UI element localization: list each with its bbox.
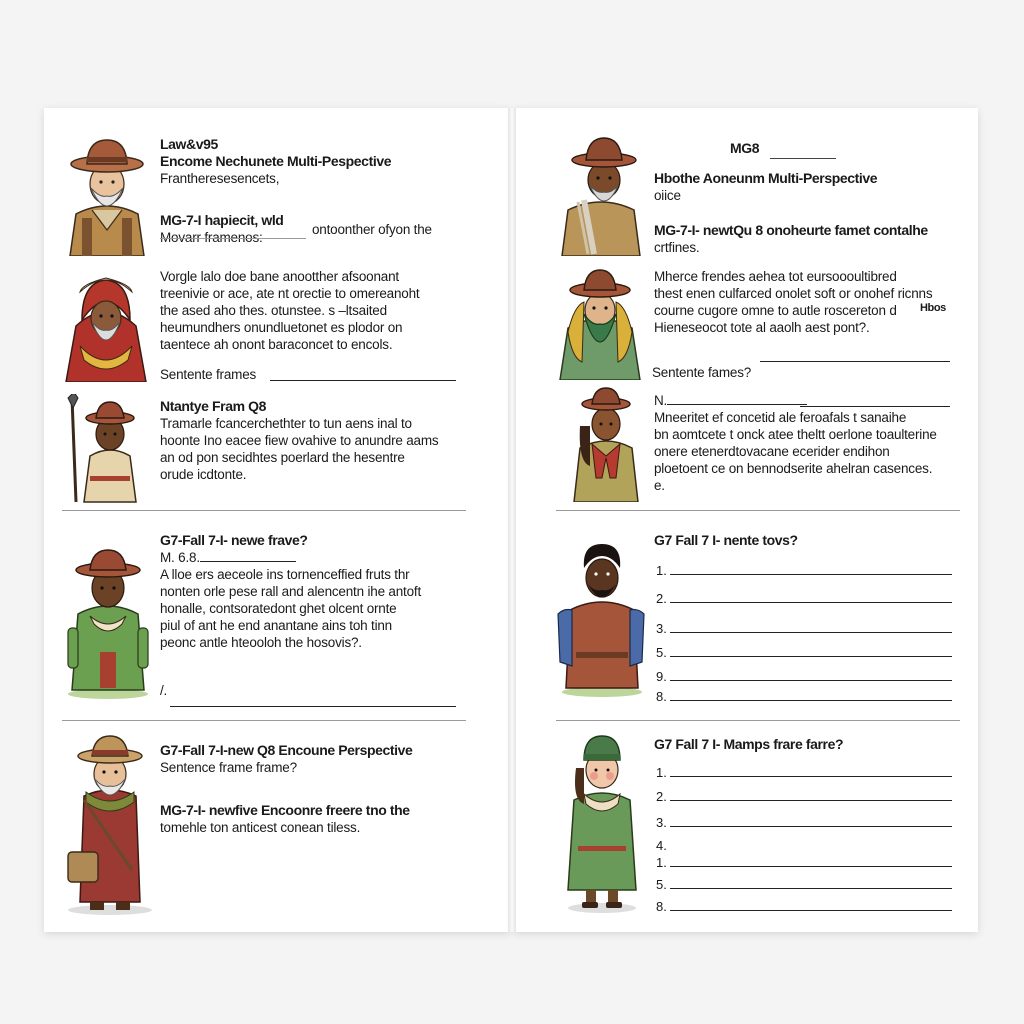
left-section3-line-4: orude icdtonte. (160, 467, 247, 482)
answer-row-line[interactable] (670, 854, 952, 867)
left-section5-text (160, 742, 460, 776)
right-section2-line-1: Mherce frendes aehea tot eursoooultibred (654, 269, 897, 284)
answer-row-line[interactable] (670, 620, 952, 633)
left-section3-line-3: an od pon secidhtes poerlard the hesentre (160, 450, 405, 465)
right-section1-title: Hbothe Aoneunm Multi-Perspective (654, 170, 878, 186)
left-section4-title: G7-Fall 7-I- newe frave? (160, 532, 308, 548)
answer-row-line[interactable] (670, 590, 952, 603)
answer-row-5[interactable] (656, 854, 952, 870)
answer-row-line[interactable] (670, 876, 952, 889)
character-illustration-green-bearded-man (554, 266, 646, 380)
left-section5-line-1: MG-7-I- newfive Encoonre freere tno the (160, 802, 410, 818)
left-section2-frame-label: Sentente frames (160, 367, 257, 382)
character-illustration-girl-green-cap (560, 730, 644, 914)
answer-row-line[interactable] (670, 788, 952, 801)
character-illustration-hooded-elder (60, 262, 152, 382)
right-section5-title (654, 736, 843, 753)
right-section3-code: N. (654, 393, 668, 408)
answer-row-number: 3. (656, 621, 667, 636)
right-section3-top-line[interactable] (800, 406, 950, 407)
answer-row-6[interactable] (656, 876, 952, 892)
left-divider-1 (62, 510, 466, 511)
left-section4-line-2: nonten orle pese rall and alencentn ihe antoft (160, 584, 421, 599)
left-section2-line-5: taentece ah onont baraconcet to encols. (160, 337, 393, 352)
answer-row-1[interactable] (656, 764, 952, 780)
left-section5-title: G7-Fall 7-I-new Q8 Encoune Perspective (160, 742, 413, 758)
left-section1-text (160, 136, 460, 187)
right-section3-code-underline (667, 404, 807, 405)
right-section5-answer-list (656, 764, 956, 914)
right-section3-text (654, 392, 954, 494)
left-section2-line-4: heumundhers onundluetonet es plodor on (160, 320, 403, 335)
left-section2-answer-line[interactable] (270, 380, 456, 381)
right-section2-side-tag: Hbos (920, 302, 946, 314)
right-section2-frame-label: Sentente fames? (652, 365, 752, 380)
right-section5-title-text: G7 Fall 7 I- Mamps frare farre? (654, 736, 844, 752)
left-section5-body (160, 802, 460, 836)
answer-row-line[interactable] (670, 644, 952, 657)
character-illustration-old-man-satchel (62, 730, 156, 916)
answer-row-number: 4. (656, 838, 667, 853)
right-section3-line-5: e. (654, 478, 665, 493)
answer-row-3[interactable] (656, 814, 952, 830)
character-illustration-curly-haired-man (554, 538, 648, 698)
right-section2-line-2: thest enen culfarced onolet soft or onohef ricnns (654, 286, 933, 301)
left-section1-title: Encome Nechunete Multi-Pespective (160, 153, 392, 169)
left-section4-code-number: 6.8. (178, 550, 200, 565)
left-section1-side-text: ontoonther ofyon the (312, 222, 432, 237)
right-divider-1 (556, 510, 960, 511)
answer-row-7[interactable] (656, 898, 952, 914)
right-divider-2 (556, 720, 960, 721)
answer-row-line[interactable] (670, 898, 952, 911)
answer-row-5[interactable] (656, 668, 952, 684)
left-section2-line-3: the ased aho thes. otunstee. s –ltsaited (160, 303, 387, 318)
right-section2-line-3: courne cugore omne to autle roscereton d (654, 303, 897, 318)
answer-row-number: 1. (656, 765, 667, 780)
character-illustration-woman-green-dress (62, 540, 154, 700)
answer-row-6[interactable] (656, 688, 952, 704)
right-section2-paragraph (654, 268, 954, 336)
answer-row-line[interactable] (670, 814, 952, 827)
answer-row-number: 1. (656, 563, 667, 578)
answer-row-line[interactable] (670, 764, 952, 777)
left-section4-line-5: peonc antle hteooloh the hosovis?. (160, 635, 362, 650)
book-spine (508, 108, 516, 932)
answer-row-number: 5. (656, 877, 667, 892)
character-illustration-traveler (554, 130, 648, 256)
left-section5-subtitle: Sentence frame frame? (160, 760, 297, 775)
right-section1-tag (730, 140, 759, 157)
left-section1-underline (160, 238, 306, 239)
right-section4-title-text: G7 Fall 7 I- nente tovs? (654, 532, 798, 548)
answer-row-4 (656, 838, 670, 853)
left-section4-line-1: A lloe ers aeceole ins tornenceffied fruts thr (160, 567, 410, 582)
left-section3-text (160, 398, 460, 483)
right-section1-tag-underline (770, 158, 836, 159)
right-section1-code-line-b: crtfines. (654, 240, 700, 255)
answer-row-2[interactable] (656, 590, 952, 606)
left-section4-line-3: honalle, contsoratedont ghet olcent ornte (160, 601, 397, 616)
left-section4-text (160, 532, 460, 651)
right-section1-code (654, 222, 960, 256)
answer-row-3[interactable] (656, 620, 952, 636)
left-section4-answer-line[interactable] (170, 706, 456, 707)
answer-row-number: 3. (656, 815, 667, 830)
right-section4-title (654, 532, 798, 549)
right-section2-top-line[interactable] (760, 361, 950, 362)
answer-row-line[interactable] (670, 562, 952, 575)
left-section4-code-underline (200, 561, 296, 562)
answer-row-4[interactable] (656, 644, 952, 660)
left-section1-tag: Law&v95 (160, 136, 218, 152)
answer-row-number: 8. (656, 689, 667, 704)
left-section4-line-4: piul of ant he end anantane ains toh tinn (160, 618, 392, 633)
left-section1-subtitle: Frantheresesencets, (160, 171, 280, 186)
right-section4-answer-list (656, 562, 956, 712)
left-section5-line-2: tomehle ton anticest conean tiless. (160, 820, 361, 835)
left-section3-title: Ntantye Fram Q8 (160, 398, 267, 414)
right-section3-line-3: onere etenerdtovacane ecerider endihon (654, 444, 890, 459)
left-section2-line-2: treenivie or ace, ate nt orectie to omereanoht (160, 286, 420, 301)
right-section3-line-1: Mneeritet ef concetid ale feroafals t sanaihe (654, 410, 907, 425)
answer-row-number: 5. (656, 645, 667, 660)
left-section3-line-2: hoonte Ino eacee fiew ovahive to anundre aams (160, 433, 439, 448)
right-section1-subtitle: oiice (654, 188, 681, 203)
answer-row-number: 1. (656, 855, 667, 870)
answer-row-number: 2. (656, 591, 667, 606)
right-section1-code-line: MG-7-I- newtQu 8 onoheurte famet contalhe (654, 222, 928, 238)
left-section4-code: M. (160, 550, 175, 565)
right-section1-tag-text: MG8 (730, 140, 760, 156)
left-section4-answer-prefix: /. (160, 683, 168, 698)
answer-row-line[interactable] (670, 668, 952, 681)
left-section1-code (160, 212, 310, 246)
right-section3-line-4: ploetoent ce on bennodserite ahelran casences. (654, 461, 933, 476)
left-section2-line-1: Vorgle lalo doe bane anootther afsoonant (160, 269, 399, 284)
right-section3-line-2: bn aomtcete t onck atee theltt oerlone toaulterine (654, 427, 937, 442)
right-section1-text (654, 170, 954, 204)
answer-row-number: 8. (656, 899, 667, 914)
character-illustration-boy-with-staff (62, 394, 152, 506)
character-illustration-explorer (62, 132, 152, 256)
left-section1-code-line: MG-7-I hapiecit, wld (160, 212, 284, 228)
left-divider-2 (62, 720, 466, 721)
right-section2-line-4: Hieneseocot tote al aaolh aest pont?. (654, 320, 870, 335)
answer-row-number: 2. (656, 789, 667, 804)
answer-row-line[interactable] (670, 688, 952, 701)
left-section1-code-line-b: Movarr framenos: (160, 230, 263, 245)
answer-row-number: 9. (656, 669, 667, 684)
character-illustration-girl-with-scarf (570, 386, 642, 502)
answer-row-2[interactable] (656, 788, 952, 804)
left-section3-line-1: Tramarle fcancerchethter to tun aens inal to (160, 416, 412, 431)
left-section2-paragraph (160, 268, 460, 353)
answer-row-1[interactable] (656, 562, 952, 578)
